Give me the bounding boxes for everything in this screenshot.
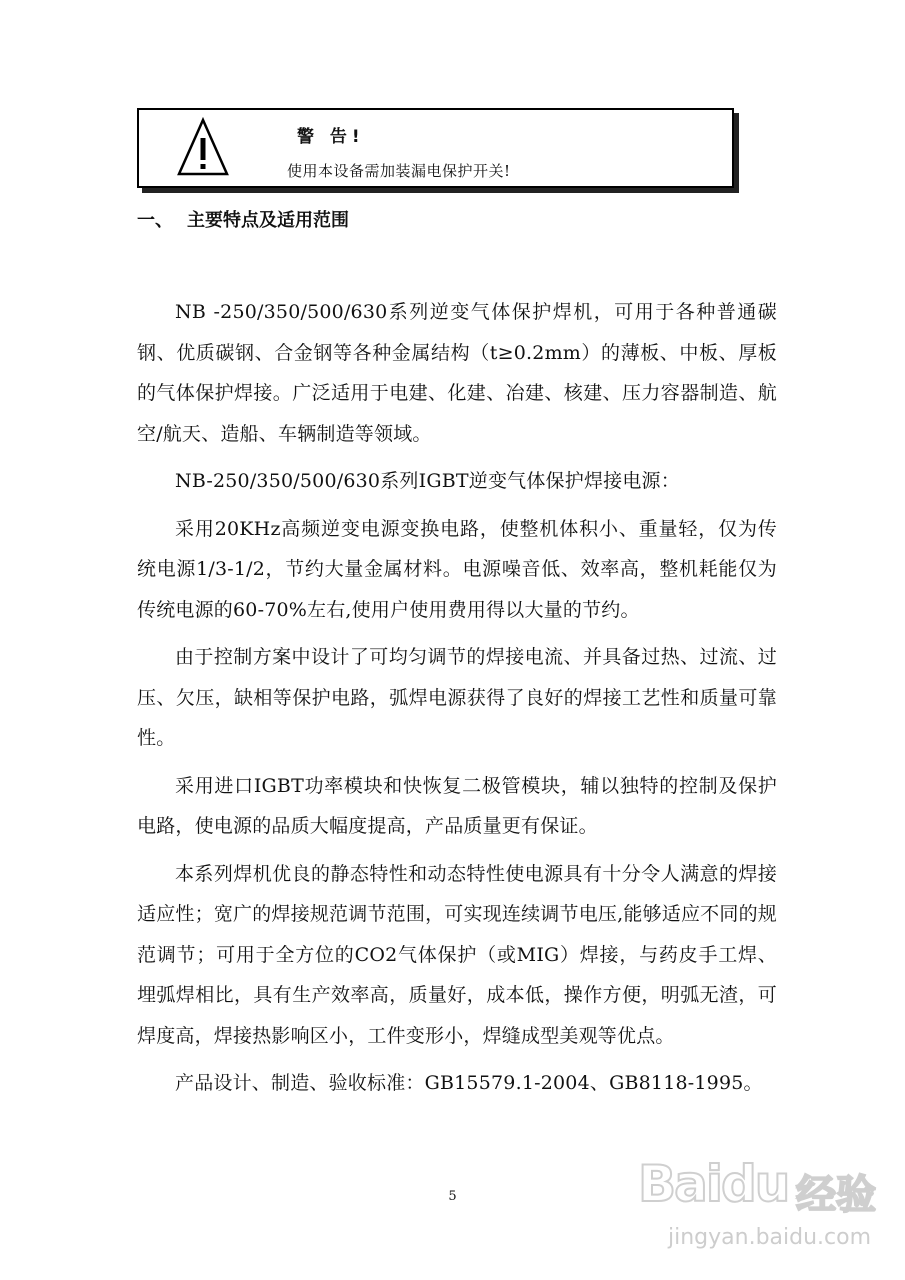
paragraph-modules: 采用进口IGBT功率模块和快恢复二极管模块，辅以独特的控制及保护电路，使电源的品质大幅度提高，产品质量更有保证。 — [137, 774, 777, 837]
watermark-brand-cn: 经验 — [796, 1172, 876, 1218]
warning-box — [137, 108, 734, 188]
section-heading — [137, 206, 349, 232]
paragraph-high-frequency: 采用20KHz高频逆变电源变换电路，使整机体积小、重量轻，仅为传统电源1/3-1/2，节约大量金属材料。电源噪音低、效率高，整机耗能仅为传统电源的60-70%左右,使用户使用费用得以大量的节约。 — [137, 517, 777, 621]
watermark-brand: Baidu — [638, 1155, 789, 1213]
warning-text: 使用本设备需加装漏电保护开关! — [287, 162, 511, 180]
section-number: 一、 — [137, 210, 173, 231]
warning-triangle-icon — [175, 114, 231, 180]
paragraph-characteristics: 本系列焊机优良的静态特性和动态特性使电源具有十分令人满意的焊接适应性；宽广的焊接规范调节范围，可实现连续调节电压,能够适应不同的规范调节；可用于全方位的CO2气体保护（或MIG）焊接，与药皮手工焊、埋弧焊相比，具有生产效率高，质量好，成本低，操作方便，明弧无渣，可焊度高，焊接热影响区小，工件变形小，焊缝成型美观等优点。 — [137, 862, 777, 1047]
paragraph-igbt-intro: NB-250/350/500/630系列IGBT逆变气体保护焊接电源： — [175, 470, 680, 492]
watermark-url: jingyan.baidu.com — [668, 1225, 872, 1250]
body-content — [137, 292, 777, 1104]
paragraph-protection: 由于控制方案中设计了可均匀调节的焊接电流、并具备过热、过流、过压、欠压，缺相等保护电路，弧焊电源获得了良好的焊接工艺性和质量可靠性。 — [137, 646, 777, 749]
paragraph-standards: 产品设计、制造、验收标准：GB15579.1-2004、GB8118-1995。 — [175, 1072, 763, 1094]
baidu-watermark — [598, 1145, 898, 1270]
section-title: 主要特点及适用范围 — [187, 210, 349, 231]
paragraph-applications: NB -250/350/500/630系列逆变气体保护焊机，可用于各种普通碳钢、优质碳钢、合金钢等各种金属结构（t≥0.2mm）的薄板、中板、厚板的气体保护焊接。广泛适用于电建、化建、冶建、核建、压力容器制造、航空/航天、造船、车辆制造等领域。 — [137, 301, 777, 445]
warning-title: 警 告! — [297, 127, 365, 147]
page-number: 5 — [448, 1189, 457, 1204]
